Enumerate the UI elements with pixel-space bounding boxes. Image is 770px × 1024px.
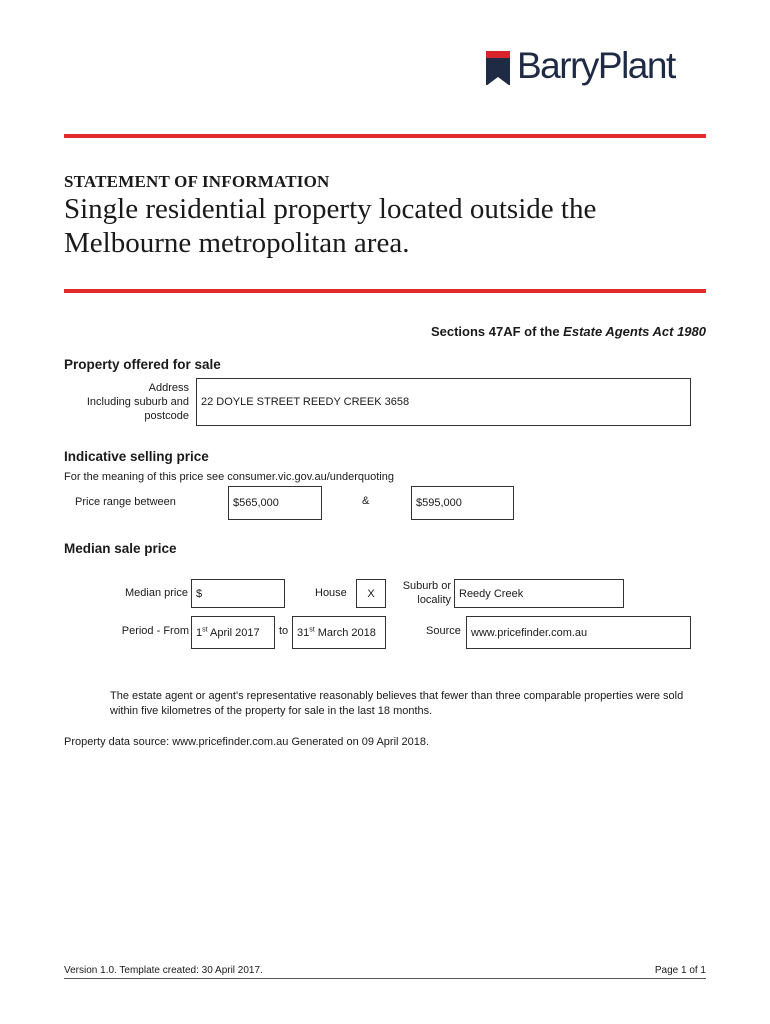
period-to-rest: March 2018	[314, 626, 376, 639]
house-checkbox[interactable]	[356, 579, 386, 608]
act-name: Estate Agents Act 1980	[563, 324, 706, 339]
barry-plant-logo	[485, 45, 710, 100]
property-heading: Property offered for sale	[64, 357, 221, 372]
period-to-suffix: st	[309, 625, 315, 633]
price-high-field[interactable]	[411, 486, 514, 520]
brand-name: BarryPlant	[517, 45, 675, 86]
statement-label: STATEMENT OF INFORMATION	[64, 172, 330, 191]
suburb-label-line1: Suburb or	[402, 580, 451, 592]
period-to-field[interactable]	[292, 616, 386, 649]
footer-version: Version 1.0. Template created: 30 April 2017.	[64, 965, 263, 976]
period-from-field[interactable]	[191, 616, 275, 649]
bottom-red-rule	[64, 289, 706, 293]
suburb-value: Reedy Creek	[459, 587, 524, 600]
price-low-value: $565,000	[233, 497, 279, 509]
period-from-day: 1	[196, 626, 203, 639]
house-label: House	[315, 587, 347, 599]
flag-logo-icon	[486, 51, 510, 85]
act-reference	[431, 324, 706, 339]
period-to-value	[297, 627, 376, 639]
comparable-statement: The estate agent or agent's representative reasonably believes that fewer than three comparable properties were sold within five kilometres of the property for sale in the last 18 months.	[110, 690, 684, 717]
address-field[interactable]	[196, 378, 691, 426]
indicative-heading: Indicative selling price	[64, 449, 209, 464]
suburb-field[interactable]	[454, 579, 624, 608]
period-from-value	[196, 627, 260, 639]
address-label-line2: Including suburb and	[86, 396, 189, 408]
act-reference-prefix: Sections 47AF of the	[430, 324, 564, 339]
address-label-line1: Address	[148, 382, 189, 394]
period-from-rest: April 2017	[207, 626, 260, 639]
suburb-label-line2: locality	[417, 594, 451, 606]
median-price-field[interactable]	[191, 579, 285, 608]
period-label: Period - From	[121, 625, 189, 637]
source-label: Source	[426, 625, 461, 637]
period-to-day: 31	[297, 626, 310, 639]
median-price-label: Median price	[125, 587, 188, 599]
data-source-note: Property data source: www.pricefinder.com.au Generated on 09 April 2018.	[64, 736, 430, 748]
footer-divider	[64, 978, 706, 979]
source-field[interactable]	[466, 616, 691, 649]
suburb-label	[390, 579, 451, 607]
price-high-value: $595,000	[416, 497, 462, 509]
address-label	[64, 381, 189, 423]
footer-page: Page 1 of 1	[654, 965, 706, 976]
address-value: 22 DOYLE STREET REEDY CREEK 3658	[201, 396, 410, 408]
top-red-rule	[64, 134, 706, 138]
source-value: www.pricefinder.com.au	[471, 626, 588, 639]
median-heading: Median sale price	[64, 541, 177, 556]
period-to-label: to	[279, 625, 289, 637]
median-price-value: $	[196, 587, 203, 600]
page-title: Single residential property located outside the Melbourne metropolitan area.	[64, 193, 597, 259]
period-from-suffix: st	[202, 625, 208, 633]
price-low-field[interactable]	[228, 486, 322, 520]
price-and-separator: &	[362, 495, 370, 507]
address-label-line3: postcode	[144, 410, 189, 422]
underquoting-note: For the meaning of this price see consumer.vic.gov.au/underquoting	[64, 471, 394, 483]
price-range-label: Price range between	[75, 496, 176, 508]
house-checkbox-mark: X	[367, 587, 375, 600]
